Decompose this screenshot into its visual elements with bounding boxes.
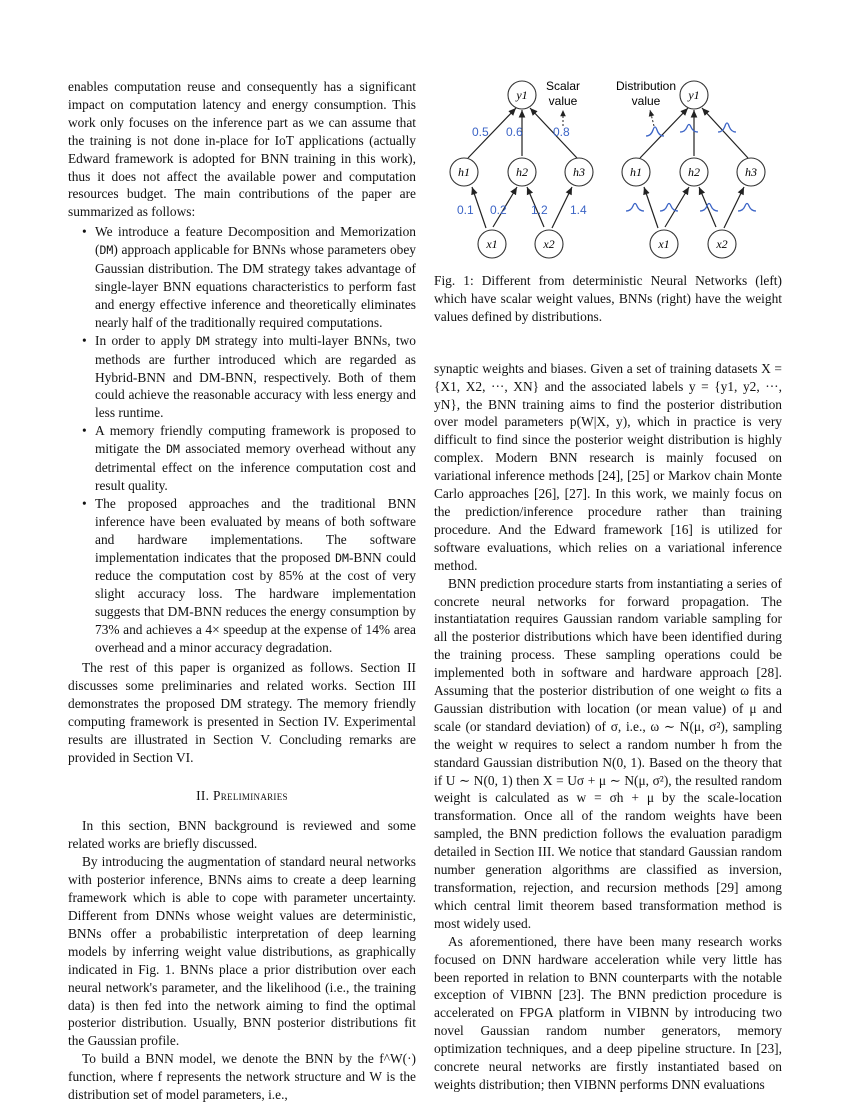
list-item: [95, 422, 416, 495]
list-item-text: The proposed approaches and the traditional BNN inference have been evaluated by means of both software and hardware implementations. The software implementation indicates that the proposed: [95, 495, 416, 565]
list-item: [95, 332, 416, 423]
code-term: DM: [99, 243, 114, 258]
node-label: h3: [745, 165, 757, 179]
gaussian-icon: [626, 204, 644, 212]
right-paragraph-1: synaptic weights and biases. Given a set of training datasets X = {X1, X2, ···, XN} and the associated labels y = {y1, y2, ···, yN}, the BNN training aims to find the posterior distribution over model parameters p(W|X, y), which in practice is very difficult to find since the posterior weight distribution is highly complex. Modern BNN research is mainly focused on variational inference methods [24], [25] or Markov chain Monte Carlo approaches [26], [27]. In this work, we mainly focus on the prediction/inference procedure rather than training procedure. And the Edward framework [16] is utilized for software evaluations, which relies on a variational inference method.: [434, 360, 782, 573]
list-item-text: associated memory overhead without any detrimental effect on the inference computation cost and result quality.: [95, 441, 416, 493]
intro-paragraph: enables computation reuse and consequently has a significant impact on computation latency and energy consumption. This work only focuses on the inference part as we can assume that the training is not done in-place for IoT applications (actually Edward framework is adopted for BNN training in this work), thus it does not affect the available power and computation resources budget. The main contributions of the paper are summarized as follows:: [68, 79, 416, 220]
code-term: DM: [166, 442, 180, 457]
gaussian-icon: [646, 127, 664, 136]
list-item-text: A memory friendly computing framework is proposed to mitigate the: [95, 423, 416, 457]
node-label: x2: [716, 237, 728, 251]
weight-label: 1.2: [531, 203, 548, 217]
list-item: [95, 223, 416, 331]
gaussian-icon: [660, 204, 678, 212]
gaussian-icon: [738, 204, 756, 212]
prelim-paragraph-3: To build a BNN model, we denote the BNN by the f^W(·) function, where f represents the network structure and W is the distribution set of model parameters, i.e.,: [68, 1051, 416, 1103]
code-term: DM: [335, 550, 349, 565]
node-label: y1: [516, 88, 528, 102]
weight-label: 1.4: [570, 203, 587, 217]
list-item-text: strategy into multi-layer BNNs, two methods are further introduced which are regarded as Hybrid-BNN and DM-BNN, respectively. Both of them could achieve the reasonable accuracy with less energy and less runtime.: [95, 332, 416, 421]
right-paragraph-2: BNN prediction procedure starts from instantiating a series of concrete neural networks for forward propagation. The instantiatation requires Gaussian random variable sampling for all the posterior distributions which have been identified during the training process. These sampling operations could be implemented both in software and hardware approach [28]. Assuming that the posterior distribution of one weight ω fits a Gaussian distribution with location (or mean value) of μ and scale (or standard deviation) of σ, i.e., ω ∼ N(μ, σ²), sampling the weight w requires to select a random number h from the standard Gaussian distribution N(0, 1). Based on the theory that if U ∼ N(0, 1) then X = Uσ + μ ∼ N(μ, σ²), the resulted random weight is calculated as w = σh + μ by the scale-location transformation. Once all of the random weights have been sampled, the BNN prediction follows the evaluation paradigm detailed in Section III. We notice that standard Gaussian random number generation algorithms are classified as inversion, transformation, rejection, and recursion methods [29] among which central limit theorem based transformation method is most widely used.: [434, 575, 782, 931]
section-title: Preliminaries: [212, 788, 288, 804]
figure-1: [434, 78, 782, 326]
node-label: x1: [658, 237, 670, 251]
weight-label: 0.2: [490, 203, 507, 217]
left-column: [68, 78, 416, 1104]
list-item-text: We introduce a feature Decomposition and Memorization (: [95, 224, 416, 258]
section-heading: [68, 787, 416, 805]
node-label: h3: [573, 165, 585, 179]
node-label: h1: [458, 165, 470, 179]
list-item-text: -BNN could reduce the computation cost by 85% at the cost of very slight accuracy loss. The hardware implementation suggests that DM-BNN reduces the energy consumption by 73% and achieves a 4× speedup at the expense of 14% area overhead and a minor accuracy degradation.: [95, 549, 416, 656]
node-label: h1: [630, 165, 642, 179]
prelim-paragraph-1: In this section, BNN background is reviewed and some related works are briefly discussed.: [68, 818, 416, 852]
node-label: x1: [486, 237, 498, 251]
scalar-label: Scalar: [545, 79, 581, 93]
figure-caption: Fig. 1: Different from deterministic Neural Networks (left) which have scalar weight values, BNNs (right) have the weight values defined by distributions.: [434, 273, 782, 324]
code-term: DM: [195, 333, 210, 348]
list-item-text: ) approach applicable for BNNs whose parameters obey Gaussian distribution. The DM strategy takes advantage of single-layer BNN equations characteristics to perform fast and energy effective inference and theoretically eliminates nearly half of the traditionally required computations.: [95, 242, 416, 330]
weight-label: 0.5: [472, 125, 489, 139]
distribution-label: value: [631, 94, 661, 108]
node-label: x2: [543, 237, 555, 251]
scalar-label: value: [548, 94, 578, 108]
scalar-network: [450, 79, 593, 258]
node-label: h2: [688, 165, 700, 179]
node-label: h2: [516, 165, 528, 179]
right-column: [434, 78, 782, 1094]
contributions-list: [68, 223, 416, 657]
weight-label: 0.8: [553, 125, 570, 139]
right-paragraph-3: As aforementioned, there have been many research works focused on DNN hardware acceleration while very little has been reported in relation to BNN counterparts with the notable exception of VIBNN [23]. The BNN prediction procedure is accelerated on FPGA platform in VIBNN by introducing two novel Gaussian random number generators, memory optimization techniques, and a deep pipeline structure. In [23], concrete neural networks are firstly instantiated based on weights distribution; then VIBNN performs DNN evaluations: [434, 933, 782, 1092]
prelim-paragraph-2: By introducing the augmentation of standard neural networks with posterior inference, BNNs aims to create a deep learning framework which is able to cope with parameter uncertainty. Different from DNNs whose weight values are deterministic, BNNs offer a probabilistic interpretation of deep learning models by inferring weight value distributions, as graphically indicated in Fig. 1. BNNs place a prior distribution over each neural network's parameter, and the likelihood (i.e., the training data) is then fed into the network aiming to find the optimal posterior distribution. Usually, BNN posterior distributions fit the Gaussian profile.: [68, 854, 416, 1049]
gaussian-icon: [680, 125, 698, 133]
distribution-network: [616, 79, 765, 258]
weight-label: 0.6: [506, 125, 523, 139]
node-label: y1: [688, 88, 700, 102]
bnn-diagram: [434, 78, 782, 268]
section-number: II.: [196, 788, 213, 804]
distribution-label: Distribution: [615, 79, 677, 93]
list-item: [95, 495, 416, 657]
list-item-text: In order to apply: [95, 332, 196, 348]
weight-label: 0.1: [457, 203, 474, 217]
organization-paragraph: The rest of this paper is organized as follows. Section II discusses some preliminaries and related works. Section III demonstrates the proposed DM strategy. The memory friendly computing framework is presented in Section IV. Experimental results are illustrated in Section V. Concluding remarks are provided in Section VI.: [68, 660, 416, 765]
